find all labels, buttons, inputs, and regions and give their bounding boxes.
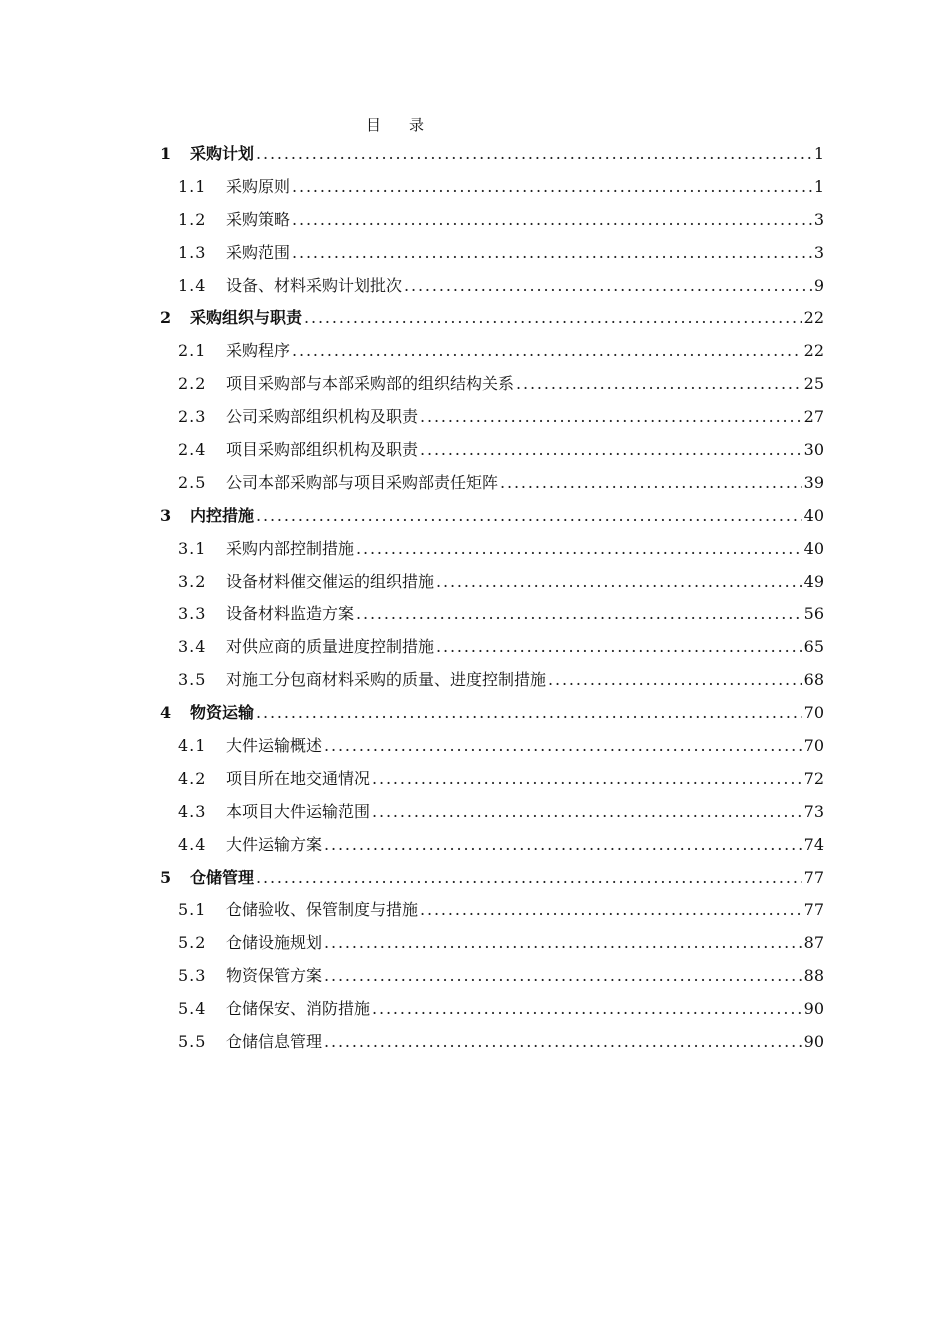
toc-entry-number: 5.4 [178,999,207,1019]
toc-dot-leader [324,927,802,960]
toc-section-entry[interactable] [160,763,824,796]
toc-section-entry[interactable] [160,993,824,1026]
toc-section-entry[interactable] [160,598,824,631]
toc-page-number: 73 [803,801,824,821]
toc-page-number: 9 [813,275,824,295]
toc-dot-leader [404,270,812,303]
toc-entry-title: 对供应商的质量进度控制措施 [226,637,435,657]
toc-entry-number: 2.3 [178,407,207,427]
toc-page-number: 56 [803,604,824,624]
toc-section-entry[interactable] [160,566,824,599]
toc-entry-title: 仓储验收、保管制度与措施 [226,900,419,920]
toc-page-number: 87 [803,933,824,953]
toc-entry-title: 仓储管理 [190,867,255,887]
toc-entry-number: 4.3 [178,801,207,821]
table-of-contents [160,138,824,1059]
toc-section-entry[interactable] [160,894,824,927]
toc-entry-title: 采购策略 [226,209,291,229]
toc-page-number: 70 [803,703,824,723]
toc-entry-title: 项目所在地交通情况 [226,768,371,788]
toc-dot-leader [372,763,802,796]
toc-section-entry[interactable] [160,401,824,434]
toc-dot-leader [292,335,802,368]
toc-page-number: 74 [803,834,824,854]
toc-section-entry[interactable] [160,730,824,763]
toc-dot-leader [436,631,802,664]
toc-section-entry[interactable] [160,368,824,401]
toc-entry-number: 2.4 [178,440,207,460]
toc-entry-title: 物资运输 [190,703,255,723]
toc-page-number: 90 [803,1032,824,1052]
toc-entry-number: 3.2 [178,571,207,591]
toc-page-number: 1 [813,144,824,163]
toc-entry-title: 设备、材料采购计划批次 [226,275,403,295]
toc-dot-leader [372,993,802,1026]
toc-entry-number: 1.2 [178,209,207,229]
toc-entry-title: 对施工分包商材料采购的质量、进度控制措施 [226,670,547,690]
toc-entry-number: 3.3 [178,604,207,624]
toc-entry-number: 4.2 [178,768,207,788]
toc-page-number: 25 [803,374,824,394]
toc-page-number: 30 [803,440,824,460]
toc-page-number: 3 [813,209,824,229]
toc-page-number: 40 [803,505,824,525]
toc-entry-title: 采购组织与职责 [190,308,303,328]
toc-entry-title: 设备材料催交催运的组织措施 [226,571,435,591]
toc-entry-number: 3.4 [178,637,207,657]
toc-entry-number: 5 [160,867,173,887]
toc-dot-leader [324,1026,802,1059]
toc-entry-title: 公司采购部组织机构及职责 [226,407,419,427]
toc-entry-number: 5.3 [178,966,207,986]
toc-dot-leader [304,302,802,335]
toc-dot-leader [356,598,802,631]
toc-entry-number: 2.1 [178,341,207,361]
toc-dot-leader [516,368,802,401]
toc-entry-title: 内控措施 [190,505,255,525]
toc-page-number: 77 [803,900,824,920]
toc-dot-leader [420,894,802,927]
toc-chapter-entry[interactable] [160,862,824,895]
toc-entry-title: 仓储设施规划 [226,933,323,953]
toc-chapter-entry[interactable] [160,138,824,171]
toc-section-entry[interactable] [160,204,824,237]
toc-entry-number: 1.1 [178,176,207,196]
toc-section-entry[interactable] [160,664,824,697]
toc-dot-leader [292,171,812,204]
toc-dot-leader [256,862,802,895]
toc-entry-number: 1.3 [178,242,207,262]
toc-entry-number: 4 [160,703,173,723]
toc-page-number: 40 [803,538,824,558]
toc-entry-title: 公司本部采购部与项目采购部责任矩阵 [226,472,499,492]
toc-entry-title: 仓储信息管理 [226,1032,323,1052]
toc-section-entry[interactable] [160,960,824,993]
toc-dot-leader [256,697,802,730]
toc-entry-number: 3.5 [178,670,207,690]
toc-entry-number: 2.5 [178,472,207,492]
toc-dot-leader [420,434,802,467]
toc-dot-leader [256,138,812,171]
toc-entry-number: 2 [160,308,173,328]
toc-section-entry[interactable] [160,631,824,664]
toc-dot-leader [548,664,802,697]
toc-entry-title: 采购程序 [226,341,291,361]
page-title: 目录 [365,116,452,134]
toc-page-number: 72 [803,768,824,788]
toc-dot-leader [324,829,802,862]
toc-dot-leader [372,796,802,829]
toc-chapter-entry[interactable] [160,500,824,533]
toc-dot-leader [436,566,802,599]
toc-page-number: 68 [803,670,824,690]
toc-dot-leader [420,401,802,434]
toc-page-number: 88 [803,966,824,986]
toc-entry-title: 大件运输概述 [226,736,323,756]
toc-entry-number: 1.4 [178,275,207,295]
toc-dot-leader [324,960,802,993]
toc-entry-number: 3.1 [178,538,207,558]
toc-entry-number: 3 [160,505,173,525]
toc-entry-title: 采购计划 [190,144,255,163]
toc-entry-number: 5.1 [178,900,207,920]
toc-section-entry[interactable] [160,171,824,204]
toc-page-number: 3 [813,242,824,262]
toc-entry-number: 2.2 [178,374,207,394]
toc-entry-title: 本项目大件运输范围 [226,801,371,821]
toc-section-entry[interactable] [160,434,824,467]
toc-page-number: 27 [803,407,824,427]
toc-page-number: 77 [803,867,824,887]
toc-dot-leader [256,500,802,533]
toc-page-number: 49 [803,571,824,591]
toc-section-entry[interactable] [160,829,824,862]
toc-entry-title: 采购内部控制措施 [226,538,355,558]
toc-dot-leader [292,237,812,270]
toc-page-number: 1 [813,176,824,196]
toc-section-entry[interactable] [160,796,824,829]
toc-entry-number: 4.1 [178,736,207,756]
toc-section-entry[interactable] [160,335,824,368]
toc-entry-title: 设备材料监造方案 [226,604,355,624]
toc-page-number: 39 [803,472,824,492]
toc-section-entry[interactable] [160,237,824,270]
toc-section-entry[interactable] [160,1026,824,1059]
toc-page-number: 70 [803,736,824,756]
toc-entry-title: 采购原则 [226,176,291,196]
toc-entry-title: 物资保管方案 [226,966,323,986]
toc-section-entry[interactable] [160,927,824,960]
toc-page-number: 22 [803,308,824,328]
toc-dot-leader [292,204,812,237]
toc-dot-leader [356,533,802,566]
toc-entry-number: 5.2 [178,933,207,953]
toc-dot-leader [324,730,802,763]
toc-section-entry[interactable] [160,467,824,500]
toc-entry-number: 4.4 [178,834,207,854]
toc-section-entry[interactable] [160,533,824,566]
toc-chapter-entry[interactable] [160,302,824,335]
toc-entry-title: 项目采购部组织机构及职责 [226,440,419,460]
toc-page-number: 65 [803,637,824,657]
toc-entry-title: 项目采购部与本部采购部的组织结构关系 [226,374,515,394]
toc-entry-number: 5.5 [178,1032,207,1052]
toc-section-entry[interactable] [160,270,824,303]
toc-entry-number: 1 [160,144,173,163]
toc-page-number: 22 [803,341,824,361]
toc-entry-title: 采购范围 [226,242,291,262]
toc-entry-title: 仓储保安、消防措施 [226,999,371,1019]
toc-chapter-entry[interactable] [160,697,824,730]
toc-page-number: 90 [803,999,824,1019]
toc-dot-leader [500,467,802,500]
toc-entry-title: 大件运输方案 [226,834,323,854]
